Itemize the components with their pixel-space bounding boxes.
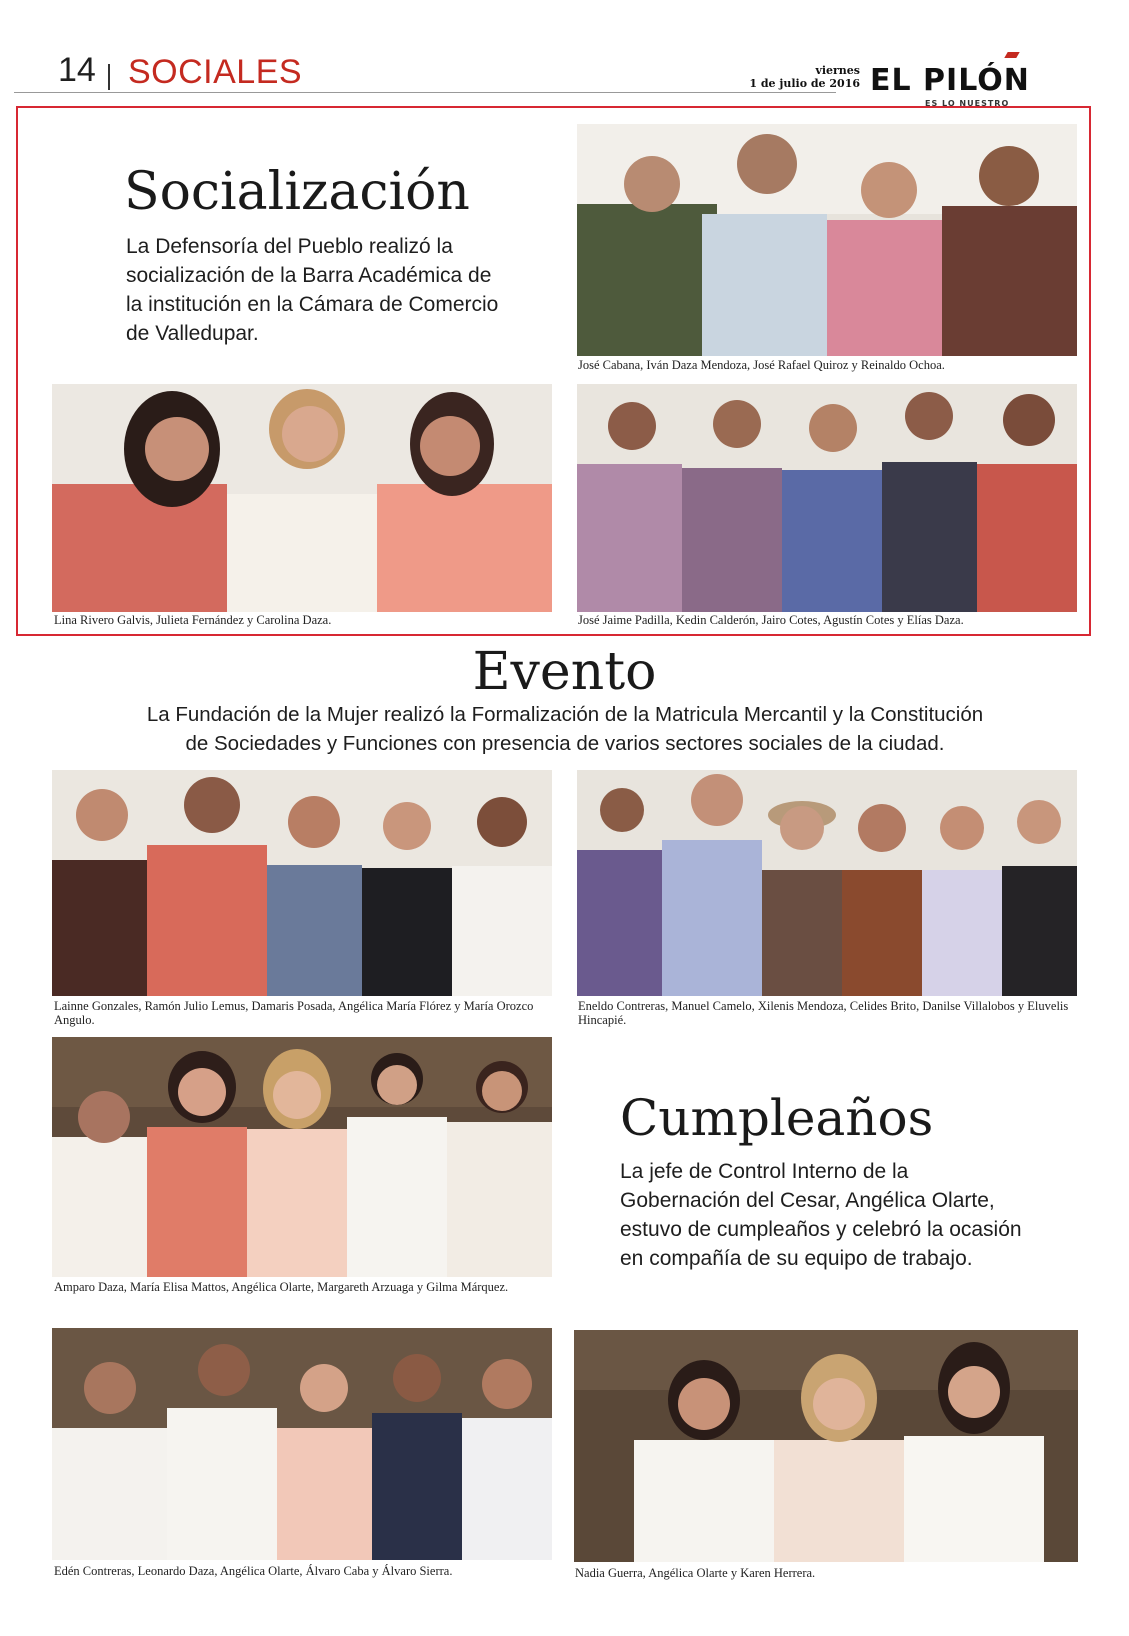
photo-cumpleanos-group [52, 1037, 552, 1277]
caption-cumpleanos-bottom-left: Edén Contreras, Leonardo Daza, Angélica Olarte, Álvaro Caba y Álvaro Sierra. [54, 1564, 453, 1578]
cumpleanos-title: Cumpleaños [620, 1089, 934, 1147]
socializacion-title: Socialización [124, 162, 470, 222]
socializacion-body: La Defensoría del Pueblo realizó la socialización de la Barra Académica de la institución en la Cámara de Comercio de Valledupar. [126, 235, 499, 345]
header-separator [108, 64, 110, 90]
section-label: SOCIALES [128, 53, 303, 91]
caption-men-bottom: José Jaime Padilla, Kedin Calderón, Jairo Cotes, Agustín Cotes y Elías Daza. [578, 613, 964, 627]
logo-tagline: ES LO NUESTRO [925, 99, 1010, 108]
caption-cumpleanos-group: Amparo Daza, María Elisa Mattos, Angélica Olarte, Margareth Arzuaga y Gilma Márquez. [54, 1280, 509, 1294]
photo-cumpleanos-bottom-right [574, 1330, 1078, 1562]
caption-evento-right: Eneldo Contreras, Manuel Camelo, Xilenis Mendoza, Celides Brito, Danilse Villalobos y Eluvelis Hincapié. [578, 999, 1069, 1027]
page-number: 14 [58, 51, 96, 89]
photo-evento-right-image [577, 770, 1077, 996]
caption-cumpleanos-bottom-right: Nadia Guerra, Angélica Olarte y Karen Herrera. [575, 1566, 816, 1580]
photo-evento-left [52, 770, 552, 996]
logo-accent-mark [1004, 52, 1019, 58]
photo-cumpleanos-bottom-right-image [574, 1330, 1078, 1562]
caption-evento-left: Lainne Gonzales, Ramón Julio Lemus, Damaris Posada, Angélica María Flórez y María Orozco Angulo. [54, 999, 534, 1027]
photo-cumpleanos-bottom-left [52, 1328, 552, 1560]
photo-evento-right [577, 770, 1077, 996]
photo-women-image [52, 384, 552, 612]
photo-men-top-image [577, 124, 1077, 356]
caption-men-top: José Cabana, Iván Daza Mendoza, José Rafael Quiroz y Reinaldo Ochoa. [578, 358, 945, 372]
photo-men-bottom [577, 384, 1077, 612]
weekday: viernes [815, 64, 860, 77]
newspaper-logo: EL PILÓN [870, 63, 1030, 98]
photo-women [52, 384, 552, 612]
date: 1 de julio de 2016 [749, 77, 860, 90]
photo-evento-left-image [52, 770, 552, 996]
photo-men-bottom-image [577, 384, 1077, 612]
photo-men-top [577, 124, 1077, 356]
header-rule [14, 92, 836, 93]
dateline [740, 64, 860, 90]
evento-title: Evento [472, 642, 657, 702]
photo-cumpleanos-bottom-left-image [52, 1328, 552, 1560]
photo-cumpleanos-group-image [52, 1037, 552, 1277]
caption-women: Lina Rivero Galvis, Julieta Fernández y Carolina Daza. [54, 613, 332, 627]
cumpleanos-body: La jefe de Control Interno de la Gobernación del Cesar, Angélica Olarte, estuvo de cumpleaños y celebró la ocasión en compañía de su equipo de trabajo. [620, 1160, 1022, 1270]
evento-body: La Fundación de la Mujer realizó la Formalización de la Matricula Mercantil y la Constitución de Sociedades y Funciones con presencia de varios sectores sociales de la ciudad. [146, 703, 984, 755]
